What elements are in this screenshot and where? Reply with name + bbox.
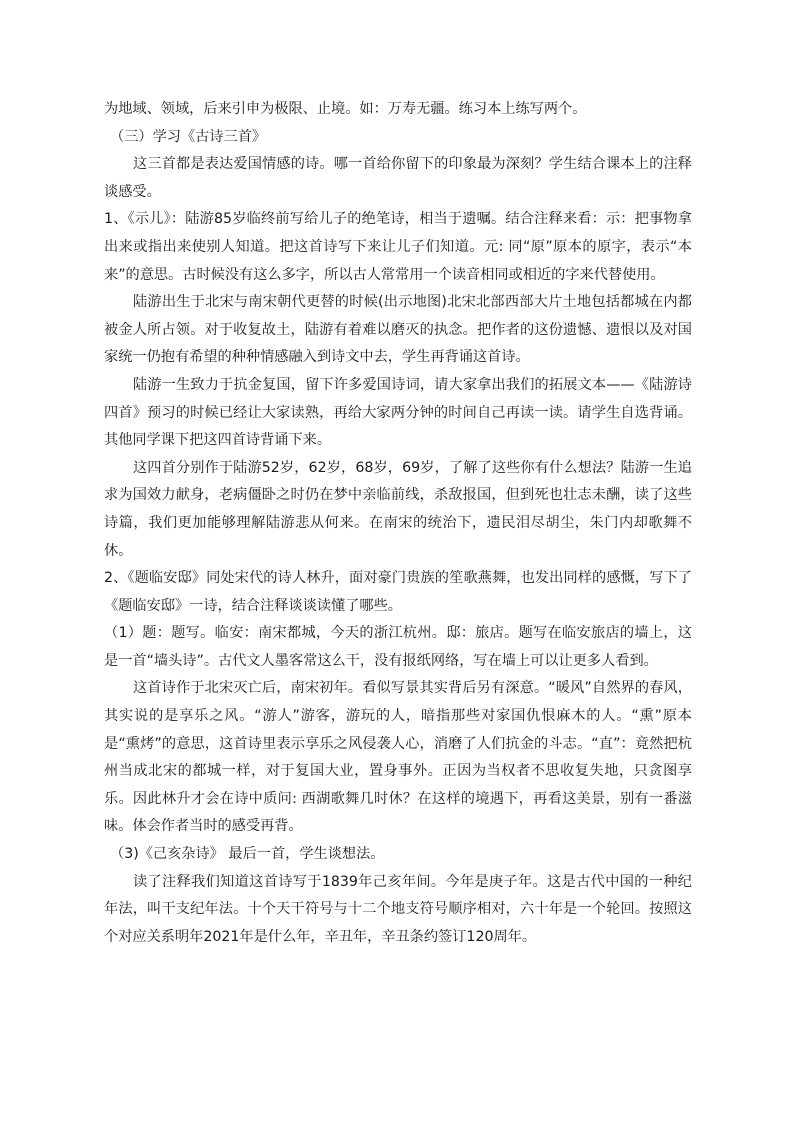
paragraph-lu-you-background: 陆游出生于北宋与南宋朝代更替的时候(出示地图)北宋北部西部大片土地包括都城在内都被金人所占领。对于收复故土，陆游有着难以磨灭的执念。把作者的这份遗憾、遗恨以及对国家统一仍抱有希望的种种情感融入到诗文中去，学生再背诵这首诗。 — [104, 294, 692, 366]
paragraph-ti-lin-an-di-notes: （1）题：题写。临安：南宋都城，今天的浙江杭州。邸：旅店。题写在临安旅店的墙上，这是一首“墙头诗”。古代文人墨客常这么干，没有报纸网络，写在墙上可以让更多人看到。 — [104, 625, 692, 669]
paragraph-lu-you-four-poems: 陆游一生致力于抗金复国，留下许多爱国诗词，请大家拿出我们的拓展文本——《陆游诗四首》预习的时候已经让大家读熟，再给大家两分钟的时间自己再读一读。请学生自选背诵。其他同学课下把这四首诗背诵下来。 — [104, 376, 692, 449]
section-heading-ji-hai-za-shi: （3)《己亥杂诗》 最后一首，学生谈想法。 — [110, 846, 385, 863]
paragraph-shi-er: 1、《示儿》：陆游85岁临终前写给儿子的绝笔诗，相当于遗嘱。结合注释来看：示：把事物拿出来或指出来使别人知道。把这首诗写下来让儿子们知道。元: 同“原”原本的原字，表示“本来”的意思。古时候没有这么多字，所以古人常常用一个读音相同或相近的字来代替使用。 — [104, 211, 692, 283]
paragraph-poems-question: 这三首都是表达爱国情感的诗。哪一首给你留下的印象最为深刻？学生结合课本上的注释谈感受。 — [104, 156, 692, 200]
paragraph-ti-lin-an-di: 2、《题临安邸》同处宋代的诗人林升，面对豪门贵族的笙歌燕舞，也发出同样的感慨，写下了《题临安邸》一诗，结合注释谈谈读懂了哪些。 — [104, 570, 692, 614]
paragraph-lu-you-ages: 这四首分别作于陆游52岁，62岁，68岁，69岁，了解了这些你有什么想法？陆游一生追求为国效力献身，老病僵卧之时仍在梦中亲临前线，杀敌报国，但到死也壮志未酬，读了这些诗篇，我们更加能够理解陆游悲从何来。在南宋的统治下，遗民泪尽胡尘，朱门内却歌舞不休。 — [104, 459, 692, 559]
paragraph-ti-lin-an-di-analysis: 这首诗作于北宋灭亡后，南宋初年。看似写景其实背后另有深意。“暖风”自然界的春风，其实说的是享乐之风。“游人”游客，游玩的人，暗指那些对家国仇恨麻木的人。“熏”原本是“熏烤”的意思，这首诗里表示享乐之风侵袭人心，消磨了人们抗金的斗志。“直”：竟然把杭州当成北宋的都城一样，对于复国大业，置身事外。正因为当权者不思收复失地，只贪图享乐。因此林升才会在诗中质问: 西湖歌舞几时休？在这样的境遇下，再看这美景，别有一番滋味。体会作者当时的感受再背。 — [104, 680, 692, 835]
paragraph-ji-hai-za-shi: 读了注释我们知道这首诗写于1839年己亥年间。今年是庚子年。这是古代中国的一种纪年法，叫干支纪年法。十个天干符号与十二个地支符号顺序相对，六十年是一个轮回。按照这个对应关系明年2021年是什么年，辛丑年，辛丑条约签订120周年。 — [104, 873, 692, 945]
document-page — [104, 96, 692, 951]
paragraph-intro-continuation: 为地域、领域，后来引申为极限、止境。如：万寿无疆。练习本上练写两个。 — [104, 101, 587, 117]
section-heading-ancient-poems: （三）学习《古诗三首》 — [110, 128, 267, 145]
